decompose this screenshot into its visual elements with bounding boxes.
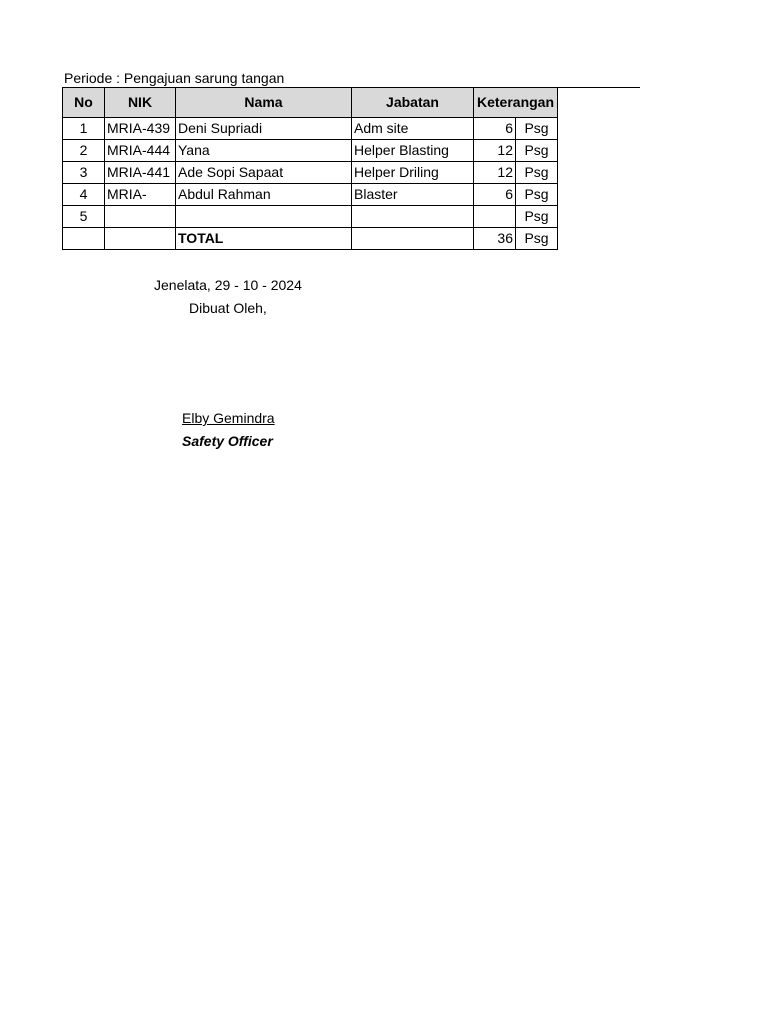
total-unit: Psg [516,228,558,250]
cell-nama: Ade Sopi Sapaat [176,162,352,184]
cell-qty: 12 [474,140,516,162]
cell-nama [176,206,352,228]
header-nama: Nama [176,88,352,118]
table-row [63,140,558,162]
cell-no: 1 [63,118,105,140]
cell-qty: 6 [474,118,516,140]
table-row [63,184,558,206]
place-date: Jenelata, 29 - 10 - 2024 [154,277,302,293]
cell-no: 2 [63,140,105,162]
cell-jabatan [352,206,474,228]
cell-jabatan [352,228,474,250]
table-header-row [63,88,558,118]
cell-no: 3 [63,162,105,184]
table-row [63,162,558,184]
cell-unit: Psg [516,184,558,206]
total-row [63,228,558,250]
cell-nik [105,228,176,250]
period-label: Periode : Pengajuan sarung tangan [64,70,640,88]
header-nik: NIK [105,88,176,118]
signer-name: Elby Gemindra [182,410,275,426]
cell-jabatan: Adm site [352,118,474,140]
cell-nik: MRIA-441 [105,162,176,184]
cell-jabatan: Blaster [352,184,474,206]
cell-unit: Psg [516,206,558,228]
cell-no [63,228,105,250]
signer-title: Safety Officer [182,433,273,449]
header-jabatan: Jabatan [352,88,474,118]
cell-nik [105,206,176,228]
cell-unit: Psg [516,118,558,140]
cell-nik: MRIA-444 [105,140,176,162]
total-qty: 36 [474,228,516,250]
cell-qty: 12 [474,162,516,184]
cell-qty: 6 [474,184,516,206]
cell-unit: Psg [516,162,558,184]
header-no: No [63,88,105,118]
cell-jabatan: Helper Blasting [352,140,474,162]
header-keterangan: Keterangan [474,88,558,118]
glove-request-table [62,87,558,250]
cell-nama: Abdul Rahman [176,184,352,206]
table-row [63,118,558,140]
cell-unit: Psg [516,140,558,162]
cell-nik: MRIA- [105,184,176,206]
cell-qty [474,206,516,228]
cell-jabatan: Helper Driling [352,162,474,184]
total-label: TOTAL [176,228,352,250]
cell-nama: Deni Supriadi [176,118,352,140]
cell-no: 4 [63,184,105,206]
table-row [63,206,558,228]
made-by-label: Dibuat Oleh, [189,300,267,316]
cell-nama: Yana [176,140,352,162]
cell-nik: MRIA-439 [105,118,176,140]
cell-no: 5 [63,206,105,228]
